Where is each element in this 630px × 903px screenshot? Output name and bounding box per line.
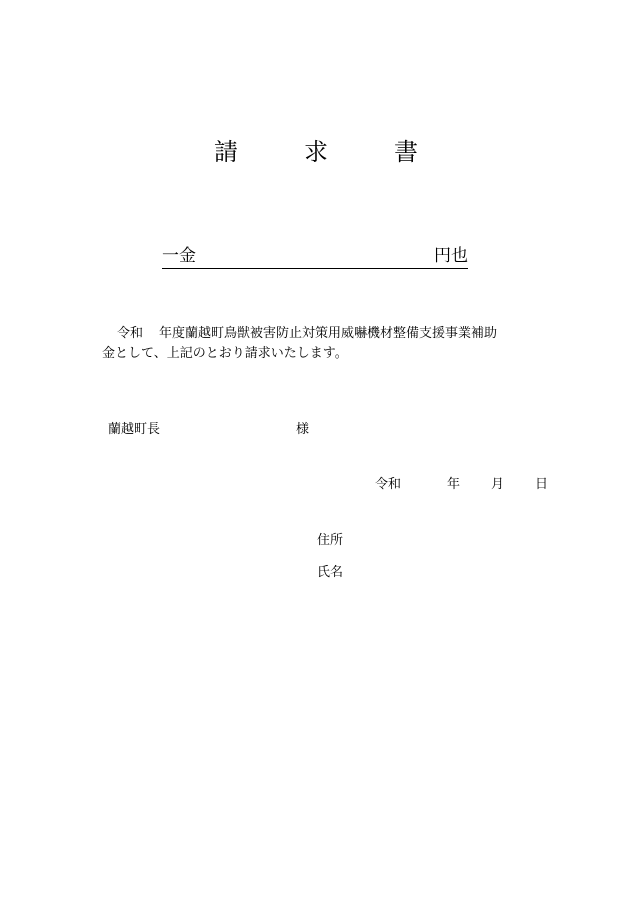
statement-era: 令和 [117,326,144,341]
title-char-2: 求 [304,138,328,166]
addressee-name: 蘭越町長 [108,422,161,437]
date-month-label: 月 [491,477,505,492]
name-label: 氏名 [317,565,344,580]
address-label: 住所 [317,533,344,548]
amount-prefix: 一金 [162,246,196,266]
statement-line-2: 金として、上記のとおり請求いたします。 [102,346,348,361]
title-char-1: 請 [214,138,238,166]
document-title [0,135,630,169]
request-statement [102,324,554,364]
statement-line-1 [102,324,554,344]
amount-line [162,244,468,269]
addressee [108,420,408,440]
date-day-label: 日 [535,477,549,492]
date-line [375,475,555,495]
amount-suffix: 円也 [434,246,468,266]
statement-line-1-text: 年度蘭越町鳥獣被害防止対策用威嚇機材整備支援事業補助 [159,326,498,341]
title-char-3: 書 [394,138,418,166]
date-era: 令和 [375,477,402,492]
addressee-honorific: 様 [296,422,310,437]
date-year-label: 年 [447,477,461,492]
